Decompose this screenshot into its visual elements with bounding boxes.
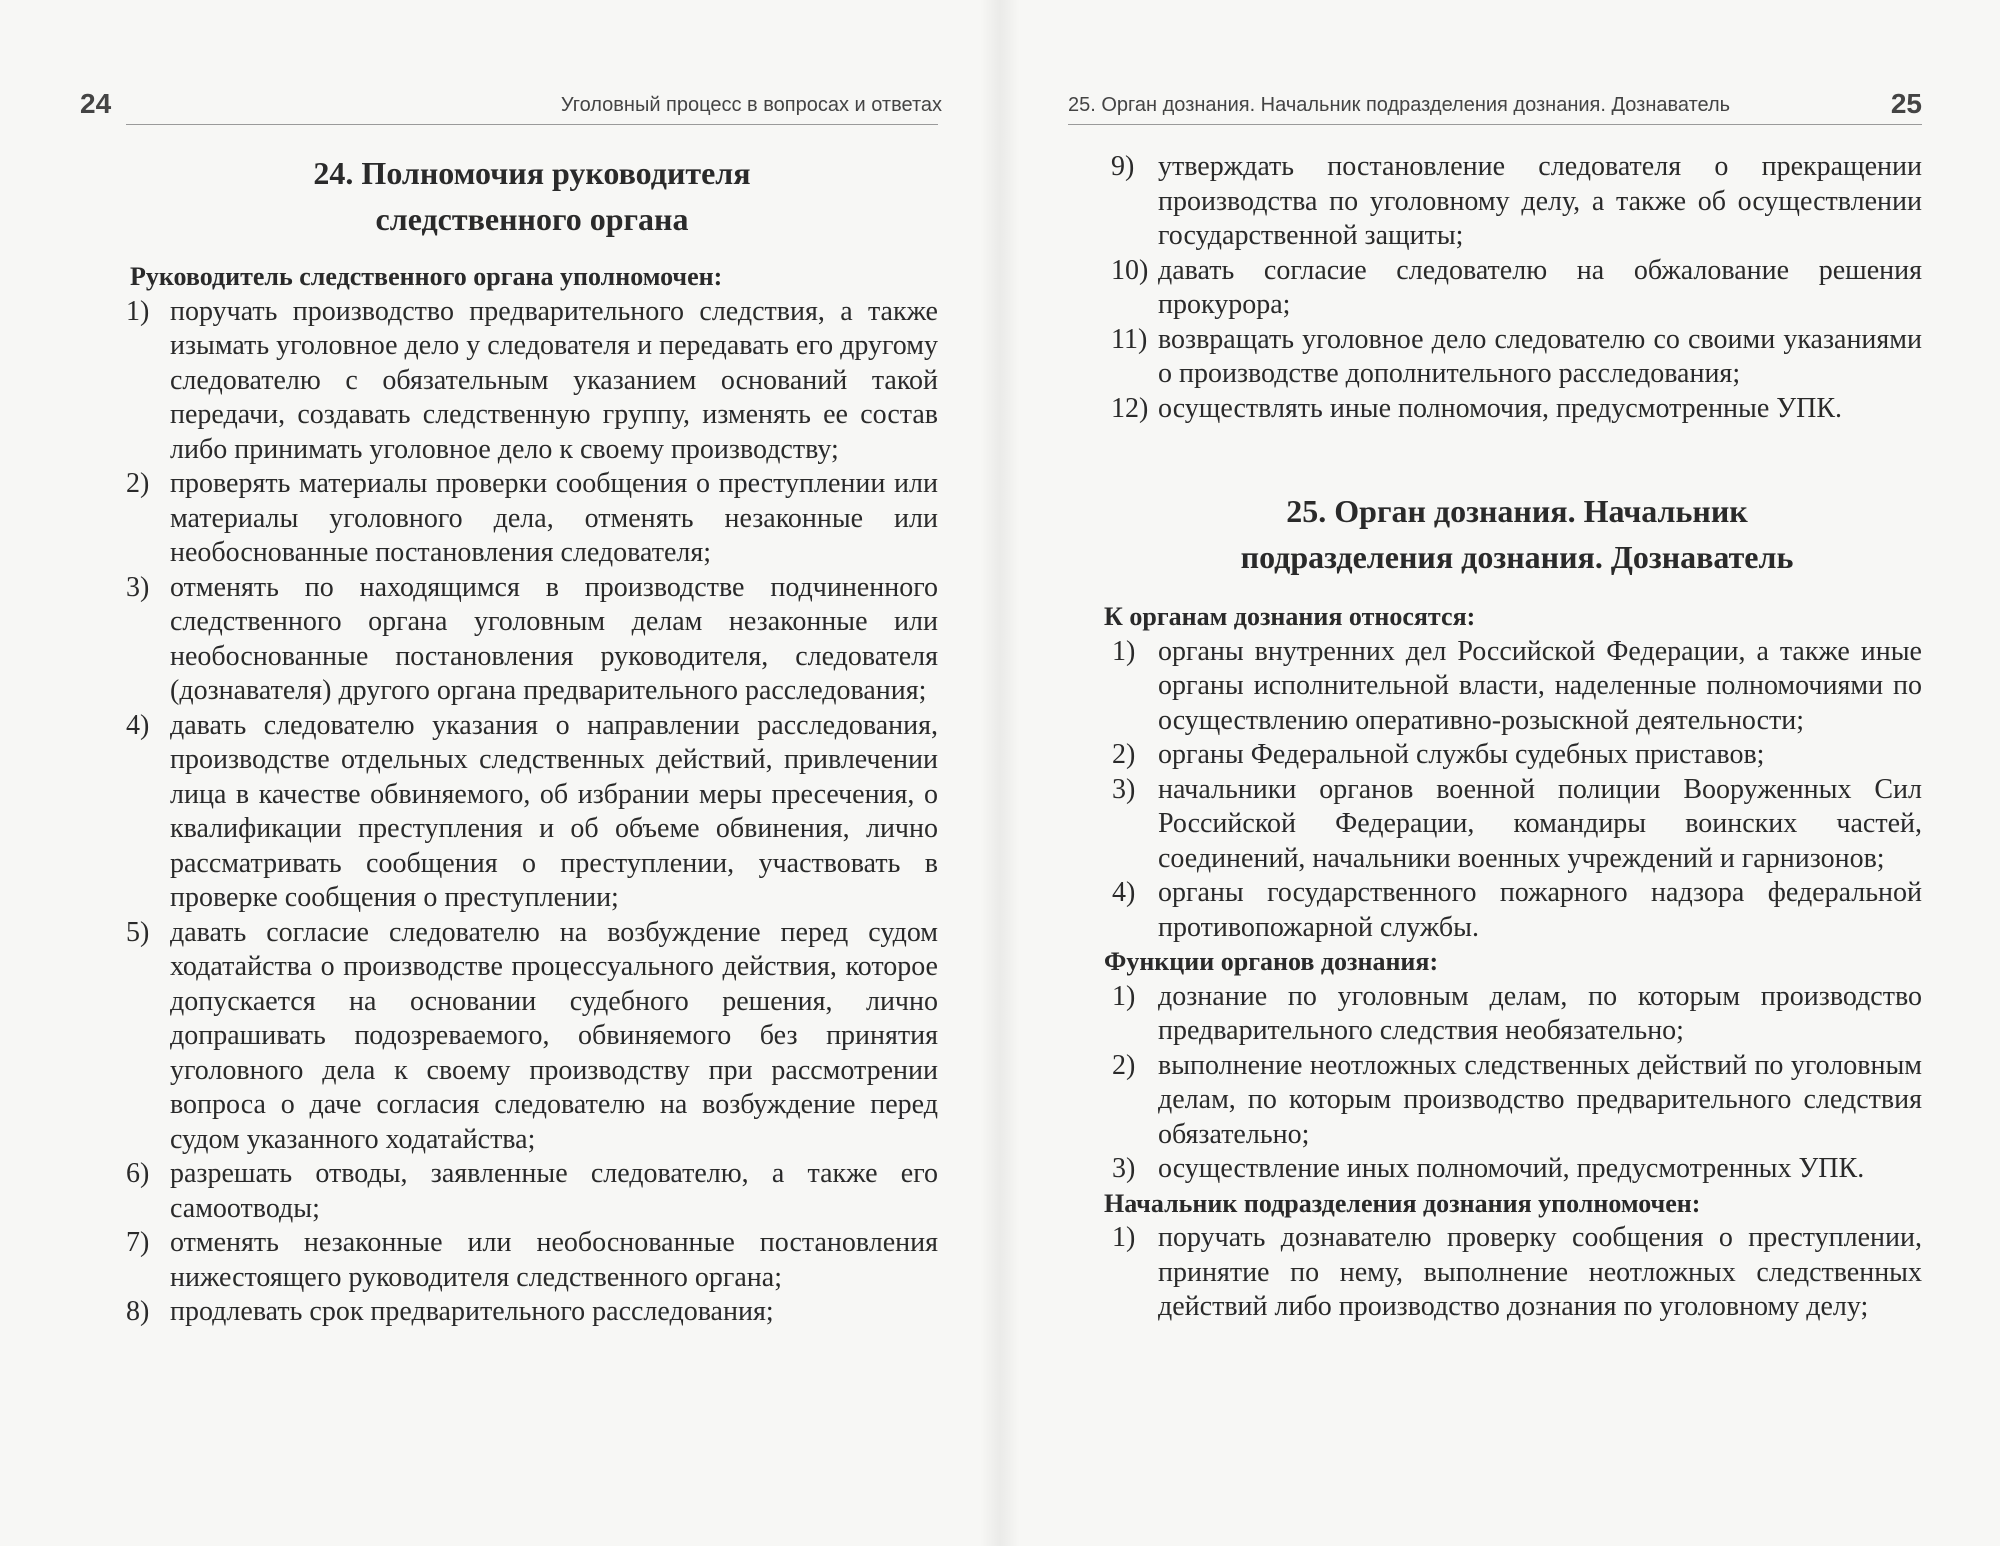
list-item-number: 2)	[1112, 1049, 1136, 1081]
list-item-number: 3)	[1112, 1153, 1136, 1184]
inquiry-chief-lead: Начальник подразделения дознания уполномочен:	[1104, 1188, 1701, 1218]
section-24-list-continued	[1112, 150, 1922, 426]
list-item-text: давать следователю указания о направлении расследования, производстве отдельных следственных действий, привлечении лица в качестве обвиняемого, об избрании меры пресечения, о квалификации преступления и об объеме обвинения, лично рассматривать сообщения о преступлении, участвовать в проверке сообщения о преступлении;	[170, 709, 938, 913]
left-page-number: 24	[80, 88, 112, 119]
list-item-text: давать согласие следователю на обжалование решения прокурора;	[1158, 254, 1922, 320]
list-item-text: органы государственного пожарного надзора федеральной противопожарной службы.	[1158, 877, 1922, 943]
list-item	[1112, 635, 1922, 739]
list-item	[1112, 1221, 1922, 1325]
list-item-text: утверждать постановление следователя о прекращении производства по уголовному делу, а также об осуществлении государственной защиты;	[1158, 151, 1922, 251]
left-header-rule	[126, 124, 938, 125]
inquiry-bodies-list	[1112, 635, 1922, 946]
list-item	[126, 467, 938, 571]
list-item	[126, 709, 938, 916]
list-item-text: возвращать уголовное дело следователю со своими указаниями о производстве дополнительного расследования;	[1158, 323, 1922, 389]
left-text-column	[126, 150, 938, 1330]
section-25-title	[1112, 488, 1922, 580]
list-item-number: 7)	[126, 1227, 150, 1258]
list-item-text: отменять по находящимся в производстве подчиненного следственного органа уголовным делам незаконные или необоснованные постановления руководителя, следователя (дознавателя) другого органа предварительного расследования;	[170, 571, 938, 706]
list-item-number: 6)	[126, 1158, 150, 1189]
left-running-title: Уголовный процесс в вопросах и ответах	[560, 94, 942, 116]
inquiry-chief-list	[1112, 1221, 1922, 1325]
list-item-number: 1)	[1112, 980, 1136, 1012]
inquiry-bodies-lead: К органам дознания относятся:	[1104, 602, 1476, 631]
list-item-text: выполнение неотложных следственных действий по уголовным делам, по которым производство предварительного следствия обязательно;	[1158, 1049, 1922, 1150]
list-item-text: органы Федеральной службы судебных приставов;	[1158, 739, 1765, 770]
list-item-number: 3)	[126, 571, 150, 603]
right-page	[1000, 0, 2000, 1546]
list-item-number: 4)	[126, 709, 150, 741]
section-24-lead: Руководитель следственного органа уполномочен:	[130, 262, 723, 291]
list-item	[1112, 738, 1922, 773]
list-item-text: органы внутренних дел Российской Федерации, а также иные органы исполнительной власти, наделенные полномочиями по осуществлению оперативно-розыскной деятельности;	[1158, 635, 1922, 736]
list-item-text: дознание по уголовным делам, по которым производство предварительного следствия необязательно;	[1158, 980, 1922, 1046]
list-item-text: начальники органов военной полиции Вооруженных Сил Российской Федерации, командиры воинских частей, соединений, начальники военных учреждений и гарнизонов;	[1158, 773, 1922, 874]
list-item	[1112, 1049, 1922, 1153]
inquiry-functions-lead: Функции органов дознания:	[1104, 947, 1439, 976]
section-24-list	[126, 295, 938, 1330]
list-item-number: 10)	[1111, 254, 1149, 286]
list-item-number: 1)	[1112, 635, 1136, 667]
list-item-number: 8)	[126, 1296, 150, 1327]
list-item	[1112, 150, 1922, 254]
list-item-number: 11)	[1111, 323, 1148, 355]
list-item-number: 9)	[1111, 151, 1135, 182]
list-item-number: 12)	[1111, 392, 1149, 424]
list-item	[1112, 254, 1922, 323]
right-header-rule	[1068, 124, 1922, 125]
list-item-number: 1)	[1112, 1222, 1136, 1253]
list-item-text: продлевать срок предварительного расследования;	[170, 1296, 774, 1327]
section-title-line: 24. Полномочия руководителя	[313, 155, 751, 191]
section-title-line: подразделения дознания. Дознаватель	[1240, 539, 1794, 575]
list-item-number: 2)	[1112, 739, 1136, 770]
list-item	[1112, 323, 1922, 392]
list-item-text: разрешать отводы, заявленные следователю, а также его самоотводы;	[170, 1158, 938, 1224]
section-title-line: 25. Орган дознания. Начальник	[1286, 493, 1748, 529]
list-item-number: 4)	[1112, 877, 1136, 908]
left-running-header	[80, 88, 942, 122]
right-page-number: 25	[1890, 88, 1922, 119]
list-item-number: 3)	[1112, 773, 1136, 805]
right-text-column	[1104, 150, 1922, 1325]
list-item-text: осуществлять иные полномочия, предусмотренные УПК.	[1158, 392, 1843, 424]
list-item-text: проверять материалы проверки сообщения о преступлении или материалы уголовного дела, отменять незаконные или необоснованные постановления следователя;	[170, 468, 938, 568]
list-item	[1112, 773, 1922, 877]
list-item-text: поручать производство предварительного следствия, а также изымать уголовное дело у следователя и передавать его другому следователю с обязательным указанием оснований такой передачи, создавать следственную группу, изменять ее состав либо принимать уголовное дело к своему производству;	[170, 295, 938, 465]
section-24-title	[126, 150, 938, 242]
list-item	[126, 1226, 938, 1295]
right-running-title: 25. Орган дознания. Начальник подразделения дознания. Дознаватель	[1068, 94, 1731, 116]
list-item	[126, 571, 938, 709]
list-item-number: 2)	[126, 468, 150, 499]
list-item	[1112, 980, 1922, 1049]
inquiry-functions-list	[1112, 980, 1922, 1187]
list-item	[1112, 1152, 1922, 1187]
list-item-text: отменять незаконные или необоснованные постановления нижестоящего руководителя следственного органа;	[170, 1227, 938, 1293]
list-item-number: 1)	[126, 295, 150, 327]
list-item	[126, 295, 938, 468]
list-item-text: поручать дознавателю проверку сообщения о преступлении, принятие по нему, выполнение неотложных следственных действий либо производство дознания по уголовному делу;	[1158, 1222, 1922, 1322]
right-running-header	[1068, 88, 1922, 122]
list-item	[126, 1295, 938, 1330]
list-item-text: осуществление иных полномочий, предусмотренных УПК.	[1158, 1153, 1865, 1184]
list-item-text: давать согласие следователю на возбуждение перед судом ходатайства о производстве процессуального действия, которое допускается на основании судебного решения, лично допрашивать подозреваемого, обвиняемого без принятия уголовного дела к своему производству при рассмотрении вопроса о даче согласия следователю на возбуждение перед судом указанного ходатайства;	[170, 916, 938, 1155]
list-item-number: 5)	[126, 916, 150, 948]
list-item	[1112, 392, 1922, 427]
list-item	[1112, 876, 1922, 945]
section-title-line: следственного органа	[375, 201, 689, 237]
list-item	[126, 1157, 938, 1226]
list-item	[126, 916, 938, 1158]
